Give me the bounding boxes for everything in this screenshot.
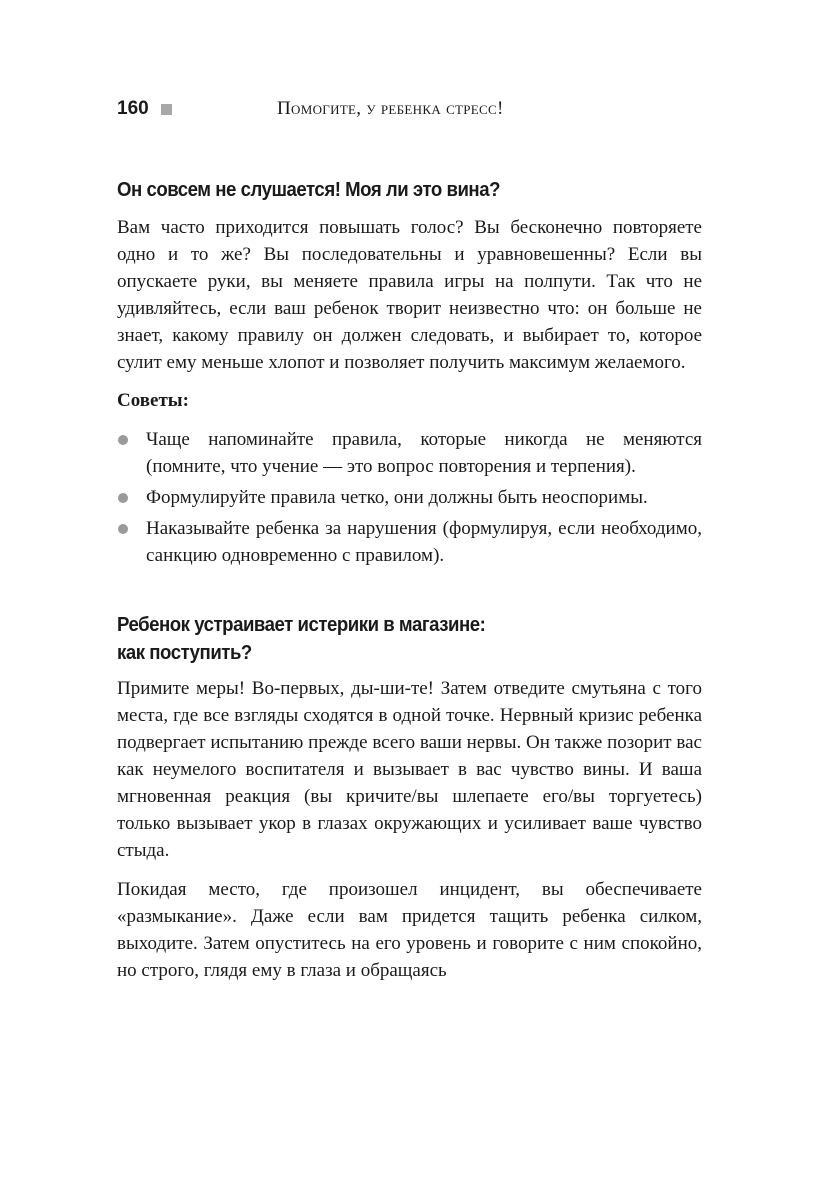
tip-item	[117, 426, 702, 480]
section-1-paragraph: Вам часто приходится повышать голос? Вы бесконечно повторяете одно и то же? Вы последовательны и уравновешенны? Если вы опускаете руки, вы меняете правила игры на полпути. Так что не удивляйтесь, если ваш ребенок творит неизвестно что: он больше не знает, какому правилу он должен следовать, и выбирает то, которое сулит ему меньше хлопот и позволяет получить максимум желаемого.	[117, 217, 702, 373]
tip-text: Наказывайте ребенка за нарушения (формулируя, если необходимо, санкцию одновременно с правилом).	[146, 518, 702, 566]
tip-text: Чаще напоминайте правила, которые никогда не меняются (помните, что учение — это вопрос повторения и терпения).	[146, 429, 702, 477]
bullet-icon	[118, 493, 128, 503]
section-2-paragraph-1: Примите меры! Во-первых, ды-ши-те! Затем отведите смутьяна с того места, где все взгляды сходятся в одной точке. Нервный кризис ребенка подвергает испытанию прежде всего ваши нервы. Он также позорит вас как неумелого воспитателя и вызывает в вас чувство вины. И ваша мгновенная реакция (вы кричите/вы шлепаете его/вы торгуетесь) только вызывает укор в глазах окружающих и усиливает ваше чувство стыда.	[117, 678, 702, 861]
running-title: Помогите, у ребенка стресс!	[277, 98, 504, 119]
section-1-title: Он совсем не слушается! Моя ли это вина?	[117, 179, 500, 201]
bullet-icon	[118, 435, 128, 445]
header-square-mark	[161, 104, 172, 115]
tip-item	[117, 515, 702, 569]
page-content	[117, 176, 702, 984]
page-number: 160	[117, 98, 149, 119]
tips-list	[117, 426, 702, 569]
tips-heading: Советы:	[117, 390, 189, 411]
tip-item	[117, 484, 702, 511]
section-2-title-line-1: Ребенок устраивает истерики в магазине:	[117, 614, 486, 636]
section-2-title	[117, 611, 694, 667]
bullet-icon	[118, 524, 128, 534]
section-2-paragraph-2: Покидая место, где произошел инцидент, вы обеспечиваете «размыкание». Даже если вам придется тащить ребенка силком, выходите. Затем опуститесь на его уровень и говорите с ним спокойно, но строго, глядя ему в глаза и обращаясь	[117, 879, 702, 981]
page-header	[117, 96, 702, 126]
tip-text: Формулируйте правила четко, они должны быть неоспоримы.	[146, 487, 648, 508]
section-2-title-line-2: как поступить?	[117, 642, 252, 664]
